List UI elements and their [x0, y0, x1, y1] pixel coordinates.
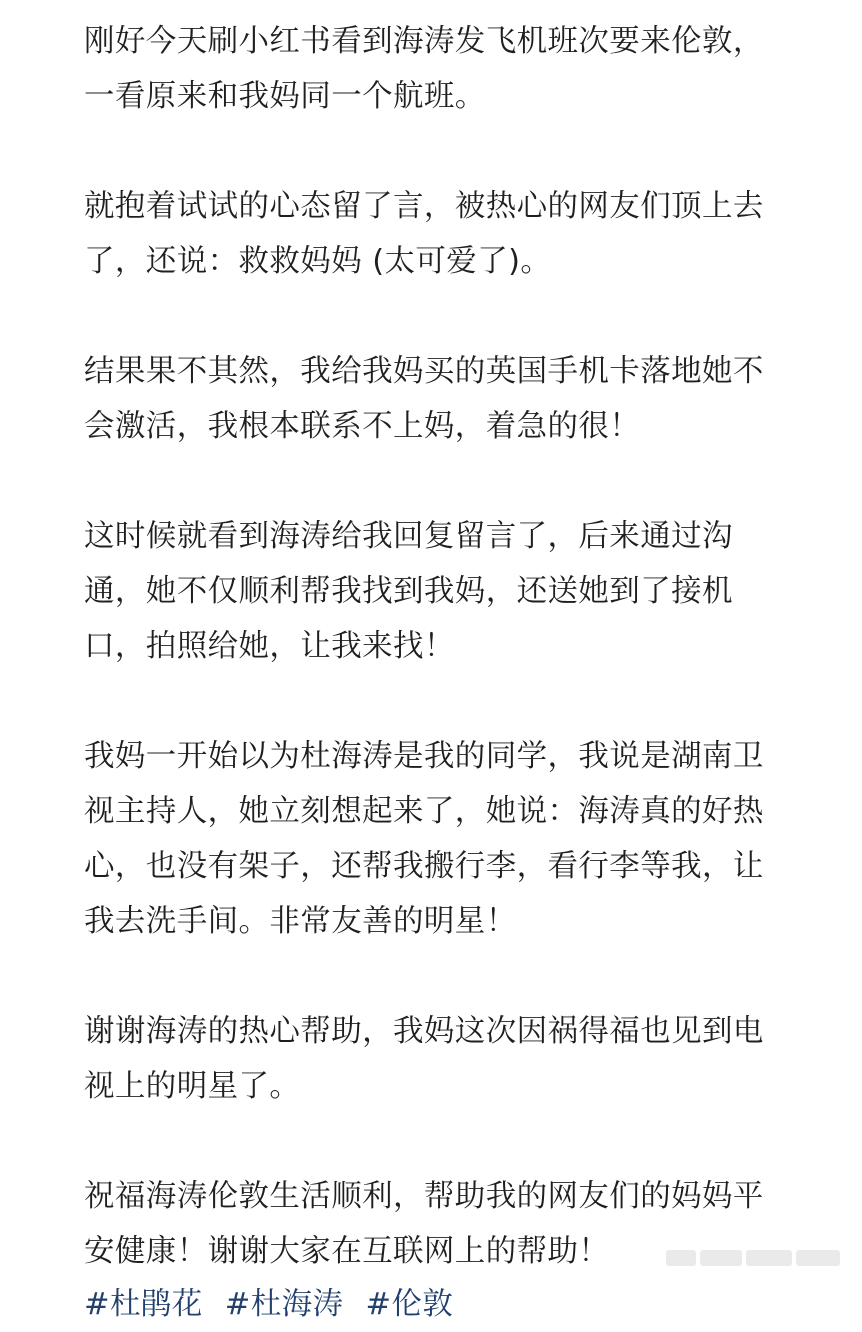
watermark-shape [666, 1250, 696, 1266]
paragraph-6 [84, 1004, 784, 1114]
paragraph-line: 视主持人，她立刻想起来了，她说：海涛真的好热 [84, 794, 764, 829]
hashtag-link[interactable]: #伦敦 [365, 1287, 454, 1322]
paragraph-line: 会激活，我根本联系不上妈，着急的很！ [84, 409, 641, 444]
paragraph-line: 口，拍照给她，让我来找！ [84, 629, 455, 664]
paragraph-line: 一看原来和我妈同一个航班。 [84, 79, 486, 114]
paragraph-line: 谢谢海涛的热心帮助，我妈这次因祸得福也见到电 [84, 1014, 764, 1049]
paragraph-5 [84, 729, 784, 949]
paragraph-line: 了，还说：救救妈妈 (太可爱了)。 [84, 244, 552, 279]
hashtag-link[interactable]: #杜海涛 [224, 1287, 344, 1322]
watermark-shape [746, 1250, 792, 1266]
paragraph-3 [84, 344, 784, 454]
watermark-shape [796, 1250, 840, 1266]
watermark-shape [700, 1250, 742, 1266]
paragraph-4 [84, 509, 784, 674]
paragraph-line: 视上的明星了。 [84, 1069, 301, 1104]
post-body [84, 14, 784, 1332]
paragraph-line: 这时候就看到海涛给我回复留言了，后来通过沟 [84, 519, 733, 554]
paragraph-line: 就抱着试试的心态留了言，被热心的网友们顶上去 [84, 189, 764, 224]
paragraph-line: 刚好今天刷小红书看到海涛发飞机班次要来伦敦， [84, 24, 764, 59]
blurred-watermark [666, 1250, 844, 1266]
paragraph-line: 通，她不仅顺利帮我找到我妈，还送她到了接机 [84, 574, 733, 609]
paragraph-line: 我妈一开始以为杜海涛是我的同学，我说是湖南卫 [84, 739, 764, 774]
hashtag-list [84, 1277, 784, 1332]
paragraph-line: 祝福海涛伦敦生活顺利，帮助我的网友们的妈妈平 [84, 1179, 764, 1214]
paragraph-line: 心，也没有架子，还帮我搬行李，看行李等我，让 [84, 849, 764, 884]
paragraph-1 [84, 14, 784, 124]
hashtag-link[interactable]: #杜鹃花 [84, 1287, 203, 1322]
paragraph-line: 我去洗手间。非常友善的明星！ [84, 904, 517, 939]
paragraph-line: 安健康！谢谢大家在互联网上的帮助！ [84, 1234, 610, 1269]
paragraph-2 [84, 179, 784, 289]
paragraph-line: 结果果不其然，我给我妈买的英国手机卡落地她不 [84, 354, 764, 389]
